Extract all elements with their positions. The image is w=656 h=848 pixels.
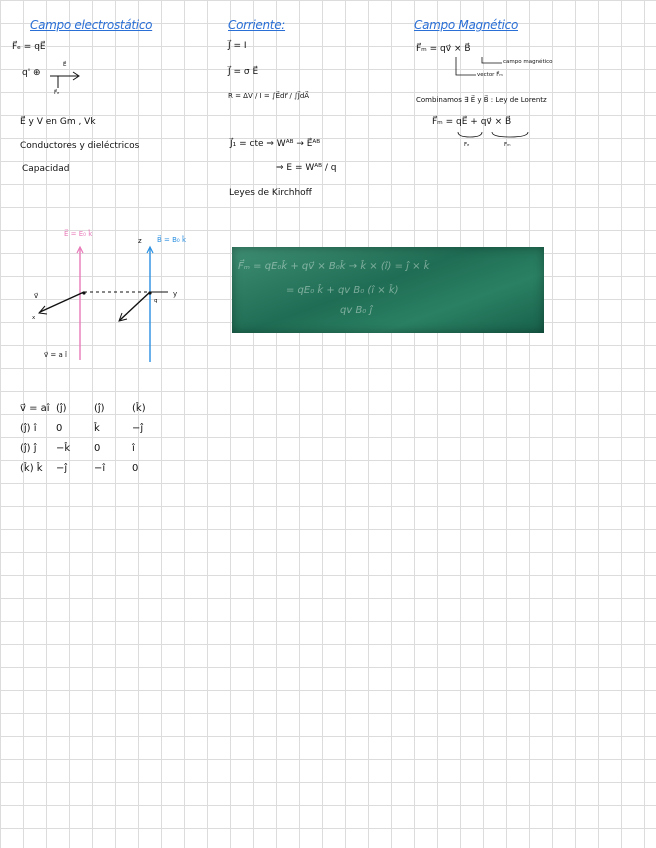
label-v: v⃗ [34, 292, 39, 300]
table-cell: 0 [94, 442, 101, 454]
table-cell: −ĵ [56, 462, 68, 474]
table-header-cell: (ĵ) [56, 402, 67, 414]
heading-campo-electrostatico: Campo electrostático [30, 18, 153, 32]
brace-label-fm: Fₘ [504, 142, 511, 148]
table-cell: (ĵ) î [20, 422, 37, 434]
field-vector-label: E⃗ [63, 62, 67, 68]
note-vector-fm: vector F⃗ₘ [477, 72, 503, 78]
formula-e-v: E⃗ y V en Gm , Vk [20, 117, 96, 127]
table-row [20, 418, 170, 438]
label-b-field: B⃗ = B₀ k̂ [157, 236, 187, 244]
chalk-line-1: F⃗ₘ = qE₀k̂ + qv⃗ × B₀k̂ → k̂ × (î) = ĵ × k̂ [238, 261, 430, 272]
formula-fm: F⃗ₘ = qv⃗ × B⃗ [416, 44, 471, 54]
table-header-row [20, 398, 170, 418]
text-conductores: Conductores y dieléctricos [20, 141, 140, 151]
chalkboard-photo [232, 247, 544, 333]
heading-corriente: Corriente: [228, 18, 286, 32]
velocity-arrow-left [40, 292, 84, 312]
label-q: q [154, 298, 158, 304]
table-header-cell: (k̂) [132, 402, 146, 414]
formula-emf: ⇒ E = Wᴬᴮ / q [276, 163, 337, 173]
brace-label-fe: Fₑ [464, 142, 470, 148]
charge-label: q' ⊕ [22, 68, 41, 78]
table-cell: î [132, 442, 135, 454]
chalk-line-3: qv B₀ ĵ [340, 305, 373, 316]
label-z: z [138, 237, 142, 245]
formula-resistance: R = ΔV / I = ∫E⃗dr⃗ / ∫J⃗dA⃗ [228, 92, 310, 100]
table-cell: 0 [132, 462, 139, 474]
table-cell: −k̂ [56, 442, 71, 454]
text-ley-lorentz: Combinamos ∃ E⃗ y B⃗ : Ley de Lorentz [416, 96, 547, 104]
formula-work: J⃗₁ = cte ⇒ Wᴬᴮ → E⃗ᴬᴮ [230, 139, 321, 149]
force-arrow-right [120, 292, 150, 320]
formula-lorentz: F⃗ₘ = qE⃗ + qv⃗ × B⃗ [432, 117, 512, 127]
table-row [20, 458, 170, 478]
formula-j-i: J⃗ = I [228, 41, 247, 51]
table-row [20, 438, 170, 458]
table-header-cell: v⃗ = aî [20, 402, 50, 414]
text-kirchhoff: Leyes de Kirchhoff [229, 188, 312, 198]
label-y: y [173, 290, 178, 298]
table-cell: (ĵ) ĵ [20, 442, 37, 454]
table-cell: −î [94, 462, 106, 474]
label-v-ai: v⃗ = a î [44, 351, 67, 359]
table-cell: k̂ [94, 422, 100, 434]
chalk-line-2: = qE₀ k̂ + qv B₀ (î × k̂) [286, 285, 399, 296]
table-cell: 0 [56, 422, 63, 434]
label-e-field: E⃗ = E₀ k̂ [64, 230, 93, 238]
table-header-cell: (ĵ) [94, 402, 105, 414]
table-cell: −ĵ [132, 422, 144, 434]
label-x: x [32, 315, 36, 321]
text-capacidad: Capacidad [22, 164, 70, 174]
note-campo-magnetico: campo magnético [503, 59, 553, 65]
cross-product-table [20, 398, 170, 478]
table-cell: (k̂) k̂ [20, 462, 43, 474]
formula-fe: F⃗ₑ = qE⃗ [12, 42, 46, 52]
force-vector-label: F⃗ₑ [54, 90, 60, 96]
heading-campo-magnetico: Campo Magnético [414, 18, 518, 32]
formula-j-sigma: J⃗ = σ E⃗ [228, 67, 259, 77]
